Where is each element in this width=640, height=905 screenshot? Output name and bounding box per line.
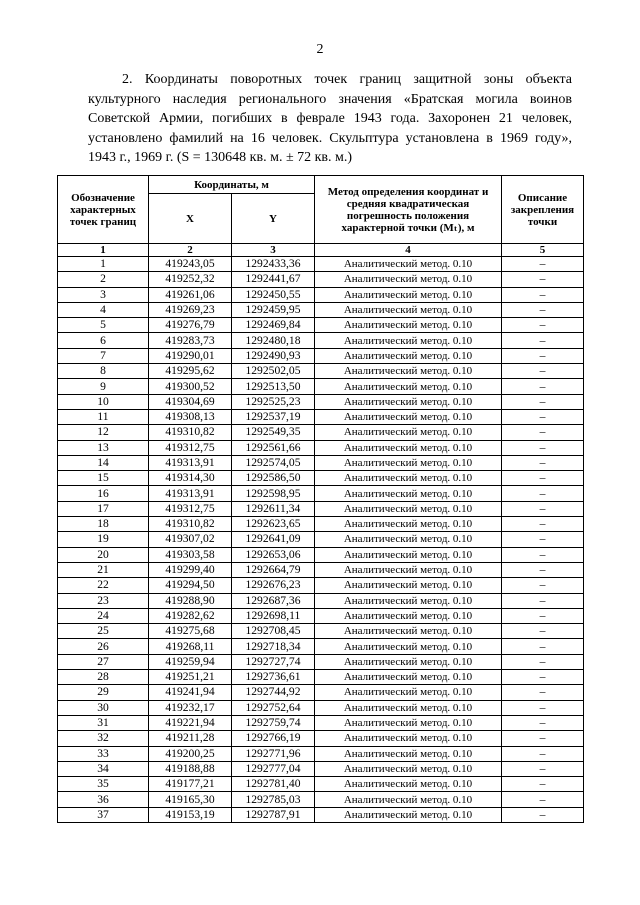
table-row bbox=[58, 777, 584, 792]
method-cell: Аналитический метод. 0.10 bbox=[315, 272, 502, 287]
y-coordinate-cell: 1292433,36 bbox=[232, 257, 315, 272]
table-row bbox=[58, 532, 584, 547]
y-coordinate-cell: 1292513,50 bbox=[232, 379, 315, 394]
point-number-cell: 35 bbox=[58, 777, 149, 792]
y-coordinate-cell: 1292653,06 bbox=[232, 547, 315, 562]
table-row bbox=[58, 639, 584, 654]
point-number-cell: 29 bbox=[58, 685, 149, 700]
table-row bbox=[58, 547, 584, 562]
x-coordinate-cell: 419200,25 bbox=[149, 746, 232, 761]
x-coordinate-cell: 419259,94 bbox=[149, 654, 232, 669]
method-cell: Аналитический метод. 0.10 bbox=[315, 715, 502, 730]
y-coordinate-cell: 1292502,05 bbox=[232, 364, 315, 379]
description-cell: – bbox=[502, 348, 584, 363]
method-cell: Аналитический метод. 0.10 bbox=[315, 670, 502, 685]
method-cell: Аналитический метод. 0.10 bbox=[315, 639, 502, 654]
y-coordinate-cell: 1292611,34 bbox=[232, 501, 315, 516]
x-coordinate-cell: 419252,32 bbox=[149, 272, 232, 287]
y-coordinate-cell: 1292698,11 bbox=[232, 608, 315, 623]
point-number-cell: 27 bbox=[58, 654, 149, 669]
table-row bbox=[58, 700, 584, 715]
table-row bbox=[58, 685, 584, 700]
x-coordinate-cell: 419241,94 bbox=[149, 685, 232, 700]
description-cell: – bbox=[502, 685, 584, 700]
table-row bbox=[58, 455, 584, 470]
header-y: Y bbox=[232, 194, 315, 244]
method-cell: Аналитический метод. 0.10 bbox=[315, 685, 502, 700]
x-coordinate-cell: 419304,69 bbox=[149, 394, 232, 409]
point-number-cell: 3 bbox=[58, 287, 149, 302]
x-coordinate-cell: 419221,94 bbox=[149, 715, 232, 730]
point-number-cell: 32 bbox=[58, 731, 149, 746]
x-coordinate-cell: 419313,91 bbox=[149, 486, 232, 501]
table-row bbox=[58, 302, 584, 317]
point-number-cell: 10 bbox=[58, 394, 149, 409]
y-coordinate-cell: 1292771,96 bbox=[232, 746, 315, 761]
method-cell: Аналитический метод. 0.10 bbox=[315, 593, 502, 608]
y-coordinate-cell: 1292450,55 bbox=[232, 287, 315, 302]
table-row bbox=[58, 440, 584, 455]
x-coordinate-cell: 419312,75 bbox=[149, 501, 232, 516]
point-number-cell: 14 bbox=[58, 455, 149, 470]
table-row bbox=[58, 379, 584, 394]
description-cell: – bbox=[502, 517, 584, 532]
table-row bbox=[58, 409, 584, 424]
header-point-label: Обозначение характерных точек границ bbox=[58, 176, 149, 244]
point-number-cell: 36 bbox=[58, 792, 149, 807]
x-coordinate-cell: 419232,17 bbox=[149, 700, 232, 715]
header-x: X bbox=[149, 194, 232, 244]
point-number-cell: 30 bbox=[58, 700, 149, 715]
x-coordinate-cell: 419314,30 bbox=[149, 471, 232, 486]
intro-line: 1943 г., 1969 г. (S = 130648 кв. м. ± 72 кв. м.) bbox=[88, 150, 353, 165]
point-number-cell: 13 bbox=[58, 440, 149, 455]
header-coordinates: Координаты, м bbox=[149, 176, 315, 194]
x-coordinate-cell: 419211,28 bbox=[149, 731, 232, 746]
table-row bbox=[58, 394, 584, 409]
point-number-cell: 16 bbox=[58, 486, 149, 501]
table-body bbox=[58, 257, 584, 823]
method-cell: Аналитический метод. 0.10 bbox=[315, 318, 502, 333]
method-cell: Аналитический метод. 0.10 bbox=[315, 746, 502, 761]
method-cell: Аналитический метод. 0.10 bbox=[315, 471, 502, 486]
point-number-cell: 23 bbox=[58, 593, 149, 608]
table-row bbox=[58, 731, 584, 746]
description-cell: – bbox=[502, 409, 584, 424]
point-number-cell: 24 bbox=[58, 608, 149, 623]
table-row bbox=[58, 333, 584, 348]
point-number-cell: 7 bbox=[58, 348, 149, 363]
y-coordinate-cell: 1292718,34 bbox=[232, 639, 315, 654]
table-row bbox=[58, 746, 584, 761]
description-cell: – bbox=[502, 394, 584, 409]
method-cell: Аналитический метод. 0.10 bbox=[315, 761, 502, 776]
column-number: 3 bbox=[232, 244, 315, 257]
y-coordinate-cell: 1292744,92 bbox=[232, 685, 315, 700]
x-coordinate-cell: 419310,82 bbox=[149, 425, 232, 440]
description-cell: – bbox=[502, 700, 584, 715]
x-coordinate-cell: 419261,06 bbox=[149, 287, 232, 302]
x-coordinate-cell: 419282,62 bbox=[149, 608, 232, 623]
x-coordinate-cell: 419313,91 bbox=[149, 455, 232, 470]
method-cell: Аналитический метод. 0.10 bbox=[315, 578, 502, 593]
y-coordinate-cell: 1292687,36 bbox=[232, 593, 315, 608]
description-cell: – bbox=[502, 471, 584, 486]
intro-line: 2. Координаты поворотных точек границ защитной зоны объекта bbox=[122, 72, 572, 87]
point-number-cell: 25 bbox=[58, 624, 149, 639]
table-row bbox=[58, 608, 584, 623]
point-number-cell: 6 bbox=[58, 333, 149, 348]
description-cell: – bbox=[502, 257, 584, 272]
x-coordinate-cell: 419188,88 bbox=[149, 761, 232, 776]
table-row bbox=[58, 761, 584, 776]
table-row bbox=[58, 807, 584, 822]
table-row bbox=[58, 318, 584, 333]
table-row bbox=[58, 272, 584, 287]
point-number-cell: 37 bbox=[58, 807, 149, 822]
y-coordinate-cell: 1292537,19 bbox=[232, 409, 315, 424]
description-cell: – bbox=[502, 639, 584, 654]
method-cell: Аналитический метод. 0.10 bbox=[315, 777, 502, 792]
point-number-cell: 15 bbox=[58, 471, 149, 486]
description-cell: – bbox=[502, 593, 584, 608]
method-cell: Аналитический метод. 0.10 bbox=[315, 562, 502, 577]
description-cell: – bbox=[502, 333, 584, 348]
x-coordinate-cell: 419288,90 bbox=[149, 593, 232, 608]
point-number-cell: 19 bbox=[58, 532, 149, 547]
description-cell: – bbox=[502, 287, 584, 302]
method-cell: Аналитический метод. 0.10 bbox=[315, 302, 502, 317]
method-cell: Аналитический метод. 0.10 bbox=[315, 700, 502, 715]
y-coordinate-cell: 1292676,23 bbox=[232, 578, 315, 593]
header-method: Метод определения координат и средняя квадратическая погрешность положения характерной точки (Mₜ), м bbox=[315, 176, 502, 244]
description-cell: – bbox=[502, 547, 584, 562]
y-coordinate-cell: 1292781,40 bbox=[232, 777, 315, 792]
point-number-cell: 26 bbox=[58, 639, 149, 654]
description-cell: – bbox=[502, 440, 584, 455]
description-cell: – bbox=[502, 486, 584, 501]
point-number-cell: 17 bbox=[58, 501, 149, 516]
method-cell: Аналитический метод. 0.10 bbox=[315, 348, 502, 363]
y-coordinate-cell: 1292441,67 bbox=[232, 272, 315, 287]
x-coordinate-cell: 419299,40 bbox=[149, 562, 232, 577]
method-cell: Аналитический метод. 0.10 bbox=[315, 654, 502, 669]
y-coordinate-cell: 1292641,09 bbox=[232, 532, 315, 547]
method-cell: Аналитический метод. 0.10 bbox=[315, 608, 502, 623]
y-coordinate-cell: 1292490,93 bbox=[232, 348, 315, 363]
description-cell: – bbox=[502, 532, 584, 547]
description-cell: – bbox=[502, 777, 584, 792]
table-row bbox=[58, 501, 584, 516]
x-coordinate-cell: 419310,82 bbox=[149, 517, 232, 532]
method-cell: Аналитический метод. 0.10 bbox=[315, 379, 502, 394]
method-cell: Аналитический метод. 0.10 bbox=[315, 532, 502, 547]
table-row bbox=[58, 486, 584, 501]
description-cell: – bbox=[502, 715, 584, 730]
table-row bbox=[58, 562, 584, 577]
description-cell: – bbox=[502, 670, 584, 685]
y-coordinate-cell: 1292727,74 bbox=[232, 654, 315, 669]
method-cell: Аналитический метод. 0.10 bbox=[315, 624, 502, 639]
point-number-cell: 2 bbox=[58, 272, 149, 287]
x-coordinate-cell: 419177,21 bbox=[149, 777, 232, 792]
point-number-cell: 21 bbox=[58, 562, 149, 577]
x-coordinate-cell: 419269,23 bbox=[149, 302, 232, 317]
description-cell: – bbox=[502, 302, 584, 317]
method-cell: Аналитический метод. 0.10 bbox=[315, 394, 502, 409]
point-number-cell: 33 bbox=[58, 746, 149, 761]
point-number-cell: 12 bbox=[58, 425, 149, 440]
description-cell: – bbox=[502, 379, 584, 394]
table-row bbox=[58, 348, 584, 363]
coordinates-table bbox=[57, 175, 584, 823]
method-cell: Аналитический метод. 0.10 bbox=[315, 409, 502, 424]
intro-line: установлено фамилий на 16 человек. Скульптура установлена в 1969 году», bbox=[88, 130, 572, 146]
y-coordinate-cell: 1292785,03 bbox=[232, 792, 315, 807]
point-number-cell: 31 bbox=[58, 715, 149, 730]
table-row bbox=[58, 593, 584, 608]
table-row bbox=[58, 670, 584, 685]
table-row bbox=[58, 471, 584, 486]
x-coordinate-cell: 419283,73 bbox=[149, 333, 232, 348]
intro-paragraph bbox=[88, 70, 572, 168]
method-cell: Аналитический метод. 0.10 bbox=[315, 425, 502, 440]
description-cell: – bbox=[502, 272, 584, 287]
table-row bbox=[58, 364, 584, 379]
y-coordinate-cell: 1292752,64 bbox=[232, 700, 315, 715]
x-coordinate-cell: 419251,21 bbox=[149, 670, 232, 685]
table-row bbox=[58, 257, 584, 272]
description-cell: – bbox=[502, 562, 584, 577]
description-cell: – bbox=[502, 425, 584, 440]
header-description: Описание закрепления точки bbox=[502, 176, 584, 244]
table-row bbox=[58, 792, 584, 807]
method-cell: Аналитический метод. 0.10 bbox=[315, 547, 502, 562]
description-cell: – bbox=[502, 624, 584, 639]
x-coordinate-cell: 419276,79 bbox=[149, 318, 232, 333]
x-coordinate-cell: 419153,19 bbox=[149, 807, 232, 822]
y-coordinate-cell: 1292459,95 bbox=[232, 302, 315, 317]
method-cell: Аналитический метод. 0.10 bbox=[315, 455, 502, 470]
method-cell: Аналитический метод. 0.10 bbox=[315, 287, 502, 302]
point-number-cell: 11 bbox=[58, 409, 149, 424]
description-cell: – bbox=[502, 654, 584, 669]
method-cell: Аналитический метод. 0.10 bbox=[315, 731, 502, 746]
table-row bbox=[58, 578, 584, 593]
description-cell: – bbox=[502, 746, 584, 761]
x-coordinate-cell: 419268,11 bbox=[149, 639, 232, 654]
x-coordinate-cell: 419275,68 bbox=[149, 624, 232, 639]
x-coordinate-cell: 419165,30 bbox=[149, 792, 232, 807]
point-number-cell: 8 bbox=[58, 364, 149, 379]
point-number-cell: 1 bbox=[58, 257, 149, 272]
point-number-cell: 34 bbox=[58, 761, 149, 776]
y-coordinate-cell: 1292574,05 bbox=[232, 455, 315, 470]
point-number-cell: 22 bbox=[58, 578, 149, 593]
table-row bbox=[58, 654, 584, 669]
method-cell: Аналитический метод. 0.10 bbox=[315, 807, 502, 822]
x-coordinate-cell: 419300,52 bbox=[149, 379, 232, 394]
x-coordinate-cell: 419308,13 bbox=[149, 409, 232, 424]
y-coordinate-cell: 1292480,18 bbox=[232, 333, 315, 348]
intro-line: Советской Армии, погибших в феврале 1943 года. Захоронен 21 человек, bbox=[88, 111, 572, 126]
column-number-row bbox=[58, 244, 584, 257]
column-number: 1 bbox=[58, 244, 149, 257]
table-row bbox=[58, 517, 584, 532]
y-coordinate-cell: 1292708,45 bbox=[232, 624, 315, 639]
method-cell: Аналитический метод. 0.10 bbox=[315, 333, 502, 348]
method-cell: Аналитический метод. 0.10 bbox=[315, 517, 502, 532]
description-cell: – bbox=[502, 761, 584, 776]
x-coordinate-cell: 419295,62 bbox=[149, 364, 232, 379]
description-cell: – bbox=[502, 731, 584, 746]
y-coordinate-cell: 1292777,04 bbox=[232, 761, 315, 776]
page-number: 2 bbox=[316, 42, 324, 57]
description-cell: – bbox=[502, 455, 584, 470]
y-coordinate-cell: 1292736,61 bbox=[232, 670, 315, 685]
table-row bbox=[58, 425, 584, 440]
y-coordinate-cell: 1292759,74 bbox=[232, 715, 315, 730]
table-row bbox=[58, 715, 584, 730]
point-number-cell: 20 bbox=[58, 547, 149, 562]
intro-line: культурного наследия регионального значения «Братская могила воинов bbox=[88, 91, 572, 107]
x-coordinate-cell: 419294,50 bbox=[149, 578, 232, 593]
point-number-cell: 9 bbox=[58, 379, 149, 394]
y-coordinate-cell: 1292561,66 bbox=[232, 440, 315, 455]
method-cell: Аналитический метод. 0.10 bbox=[315, 257, 502, 272]
x-coordinate-cell: 419243,05 bbox=[149, 257, 232, 272]
y-coordinate-cell: 1292623,65 bbox=[232, 517, 315, 532]
description-cell: – bbox=[502, 792, 584, 807]
table-row bbox=[58, 624, 584, 639]
description-cell: – bbox=[502, 807, 584, 822]
y-coordinate-cell: 1292469,84 bbox=[232, 318, 315, 333]
y-coordinate-cell: 1292787,91 bbox=[232, 807, 315, 822]
description-cell: – bbox=[502, 578, 584, 593]
point-number-cell: 28 bbox=[58, 670, 149, 685]
y-coordinate-cell: 1292664,79 bbox=[232, 562, 315, 577]
x-coordinate-cell: 419307,02 bbox=[149, 532, 232, 547]
method-cell: Аналитический метод. 0.10 bbox=[315, 501, 502, 516]
y-coordinate-cell: 1292586,50 bbox=[232, 471, 315, 486]
x-coordinate-cell: 419290,01 bbox=[149, 348, 232, 363]
description-cell: – bbox=[502, 608, 584, 623]
y-coordinate-cell: 1292549,35 bbox=[232, 425, 315, 440]
method-cell: Аналитический метод. 0.10 bbox=[315, 364, 502, 379]
method-cell: Аналитический метод. 0.10 bbox=[315, 486, 502, 501]
y-coordinate-cell: 1292766,19 bbox=[232, 731, 315, 746]
point-number-cell: 5 bbox=[58, 318, 149, 333]
method-cell: Аналитический метод. 0.10 bbox=[315, 792, 502, 807]
y-coordinate-cell: 1292525,23 bbox=[232, 394, 315, 409]
description-cell: – bbox=[502, 501, 584, 516]
column-number: 4 bbox=[315, 244, 502, 257]
description-cell: – bbox=[502, 364, 584, 379]
x-coordinate-cell: 419303,58 bbox=[149, 547, 232, 562]
x-coordinate-cell: 419312,75 bbox=[149, 440, 232, 455]
column-number: 2 bbox=[149, 244, 232, 257]
description-cell: – bbox=[502, 318, 584, 333]
point-number-cell: 18 bbox=[58, 517, 149, 532]
y-coordinate-cell: 1292598,95 bbox=[232, 486, 315, 501]
method-cell: Аналитический метод. 0.10 bbox=[315, 440, 502, 455]
column-number: 5 bbox=[502, 244, 584, 257]
table-row bbox=[58, 287, 584, 302]
point-number-cell: 4 bbox=[58, 302, 149, 317]
